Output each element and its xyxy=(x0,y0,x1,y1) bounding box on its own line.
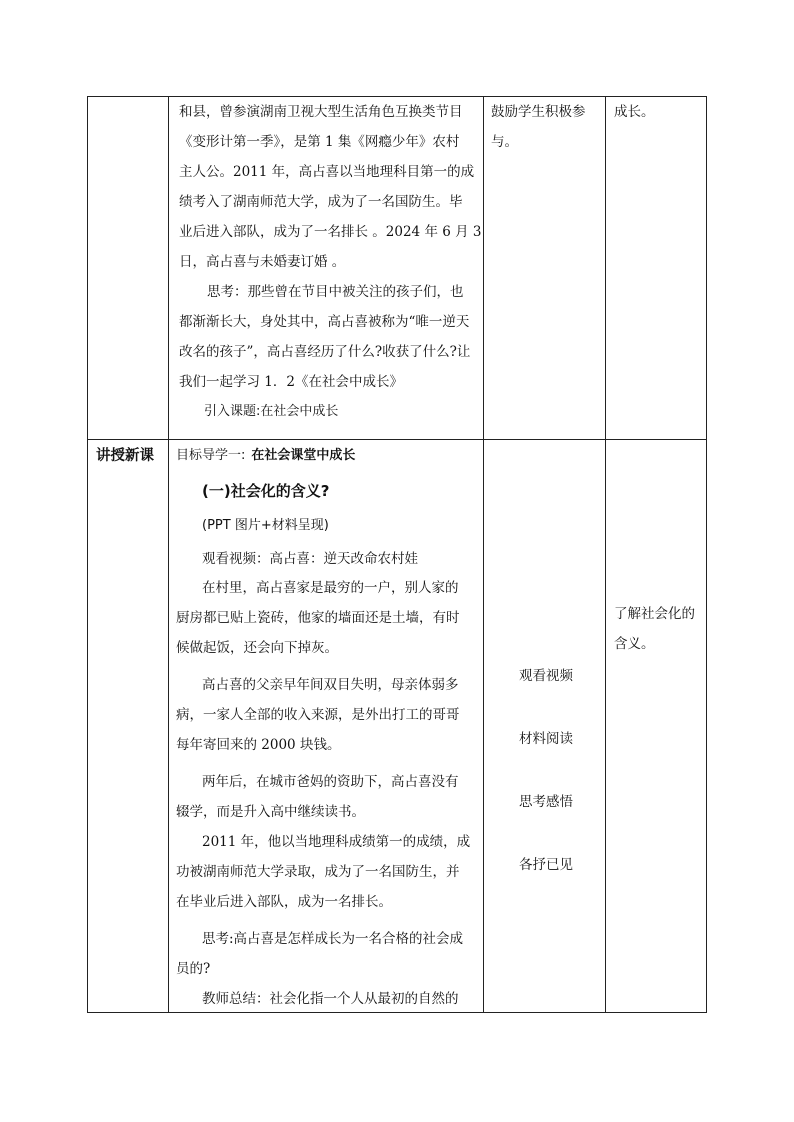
content-line: 辍学，而是升入高中继续读书。 xyxy=(176,804,365,820)
section-title: (一)社会化的含义? xyxy=(202,482,330,500)
content-line: 病，一家人全部的收入来源，是外出打工的哥哥 xyxy=(176,707,460,723)
design-intent-line: 成长。 xyxy=(614,104,655,120)
ppt-note: (PPT 图片+材料呈现) xyxy=(202,518,329,533)
design-intent-line: 了解社会化的 xyxy=(614,606,695,622)
content-line: 都渐渐长大，身处其中，高占喜被称为“唯一逆天 xyxy=(179,314,470,330)
column-divider xyxy=(168,97,169,1012)
content-line: 2011 年，他以当地理科成绩第一的成绩，成 xyxy=(202,834,471,850)
row-label: 讲授新课 xyxy=(96,448,154,464)
student-activity-line: 与。 xyxy=(491,134,518,150)
column-divider xyxy=(605,97,606,1012)
student-activity-line: 思考感悟 xyxy=(519,794,573,810)
content-line: 思考：那些曾在节目中被关注的孩子们，也 xyxy=(207,284,464,300)
content-line: 《变形计第一季》，是第 1 集《网瘾少年》农村 xyxy=(179,134,460,150)
content-line: 观看视频：高占喜：逆天改命农村娃 xyxy=(202,551,418,567)
goal-prefix: 目标导学一: xyxy=(176,448,246,463)
content-line: 每年寄回来的 2000 块钱。 xyxy=(176,737,341,753)
content-line: 业后进入部队，成为了一名排长 。2024 年 6 月 3 xyxy=(179,224,482,240)
content-line: 思考:高占喜是怎样成长为一名合格的社会成 xyxy=(202,931,464,947)
student-activity-line: 各抒已见 xyxy=(519,857,573,873)
content-line: 绩考入了湖南师范大学，成为了一名国防生。毕 xyxy=(179,194,463,210)
content-line: 两年后，在城市爸妈的资助下，高占喜没有 xyxy=(202,774,459,790)
content-line: 和县，曾参演湖南卫视大型生活角色互换类节目 xyxy=(179,104,463,120)
lesson-plan-table xyxy=(87,96,707,1013)
content-line: 员的? xyxy=(176,961,211,977)
row-divider xyxy=(88,439,706,440)
content-line: 日，高占喜与未婚妻订婚 。 xyxy=(179,254,346,270)
content-line: 我们一起学习 1．2《在社会中成长》 xyxy=(179,374,403,390)
student-activity-line: 观看视频 xyxy=(519,668,573,684)
content-line: 候做起饭，还会向下掉灰。 xyxy=(176,640,338,656)
goal-title: 在社会课堂中成长 xyxy=(251,448,356,463)
content-line: 主人公。2011 年，高占喜以当地理科目第一的成 xyxy=(179,164,475,180)
content-line: 高占喜的父亲早年间双目失明，母亲体弱多 xyxy=(202,677,459,693)
content-line: 厨房都已贴上瓷砖，他家的墙面还是土墙，有时 xyxy=(176,610,460,626)
content-line: 引入课题:在社会中成长 xyxy=(204,404,339,419)
content-line: 在村里，高占喜家是最穷的一户，别人家的 xyxy=(202,580,459,596)
column-divider xyxy=(483,97,484,1012)
content-line: 教师总结：社会化指一个人从最初的自然的 xyxy=(202,991,459,1007)
student-activity-line: 材料阅读 xyxy=(519,731,573,747)
student-activity-line: 鼓励学生积极参 xyxy=(491,104,586,120)
content-line: 改名的孩子”，高占喜经历了什么?收获了什么?让 xyxy=(179,344,471,360)
content-line: 在毕业后进入部队，成为一名排长。 xyxy=(176,894,392,910)
design-intent-line: 含义。 xyxy=(614,636,655,652)
content-line: 功被湖南师范大学录取，成为了一名国防生，并 xyxy=(176,864,460,880)
